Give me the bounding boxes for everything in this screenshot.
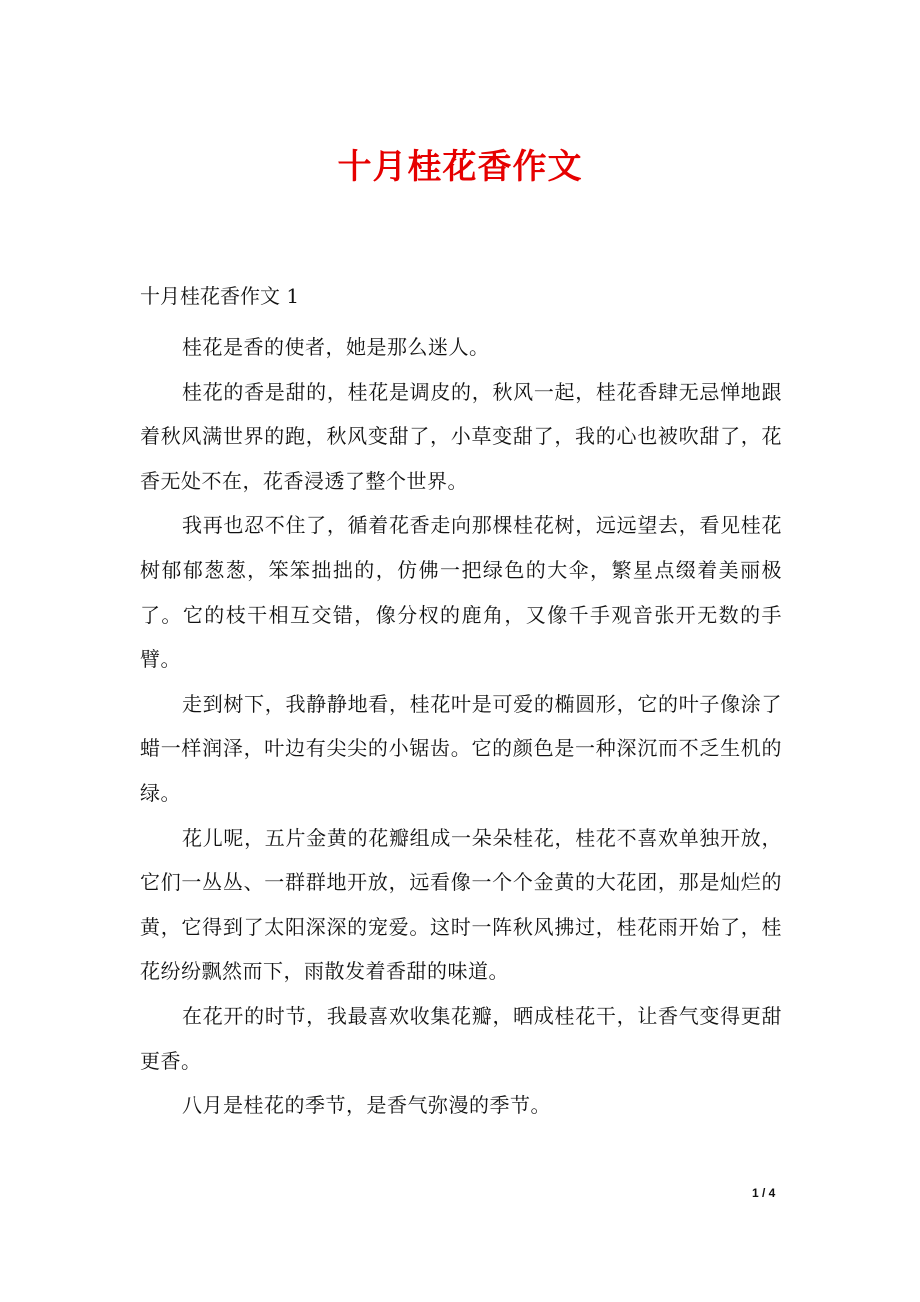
document-body bbox=[140, 325, 782, 1128]
paragraph: 桂花的香是甜的，桂花是调皮的，秋风一起，桂花香肆无忌惮地跟着秋风满世界的跑，秋风变甜了，小草变甜了，我的心也被吹甜了，花香无处不在，花香浸透了整个世界。 bbox=[140, 379, 782, 493]
page-number: 1 / 4 bbox=[752, 1186, 776, 1200]
paragraph: 花儿呢，五片金黄的花瓣组成一朵朵桂花，桂花不喜欢单独开放，它们一丛丛、一群群地开放，远看像一个个金黄的大花团，那是灿烂的黄，它得到了太阳深深的宠爱。这时一阵秋风拂过，桂花雨开始了，桂花纷纷飘然而下，雨散发着香甜的味道。 bbox=[140, 825, 782, 984]
paragraph: 在花开的时节，我最喜欢收集花瓣，晒成桂花干，让香气变得更甜更香。 bbox=[140, 1003, 782, 1073]
paragraph: 我再也忍不住了，循着花香走向那棵桂花树，远远望去，看见桂花树郁郁葱葱，笨笨拙拙的，仿佛一把绿色的大伞，繁星点缀着美丽极了。它的枝干相互交错，像分杈的鹿角，又像千手观音张开无数的手臂。 bbox=[140, 513, 782, 672]
paragraph: 八月是桂花的季节，是香气弥漫的季节。 bbox=[182, 1093, 551, 1118]
paragraph: 走到树下，我静静地看，桂花叶是可爱的椭圆形，它的叶子像涂了蜡一样润泽，叶边有尖尖的小锯齿。它的颜色是一种深沉而不乏生机的绿。 bbox=[140, 691, 782, 805]
paragraph: 桂花是香的使者，她是那么迷人。 bbox=[182, 335, 490, 359]
section-heading: 十月桂花香作文 1 bbox=[140, 284, 300, 308]
document-title: 十月桂花香作文 bbox=[337, 147, 583, 187]
